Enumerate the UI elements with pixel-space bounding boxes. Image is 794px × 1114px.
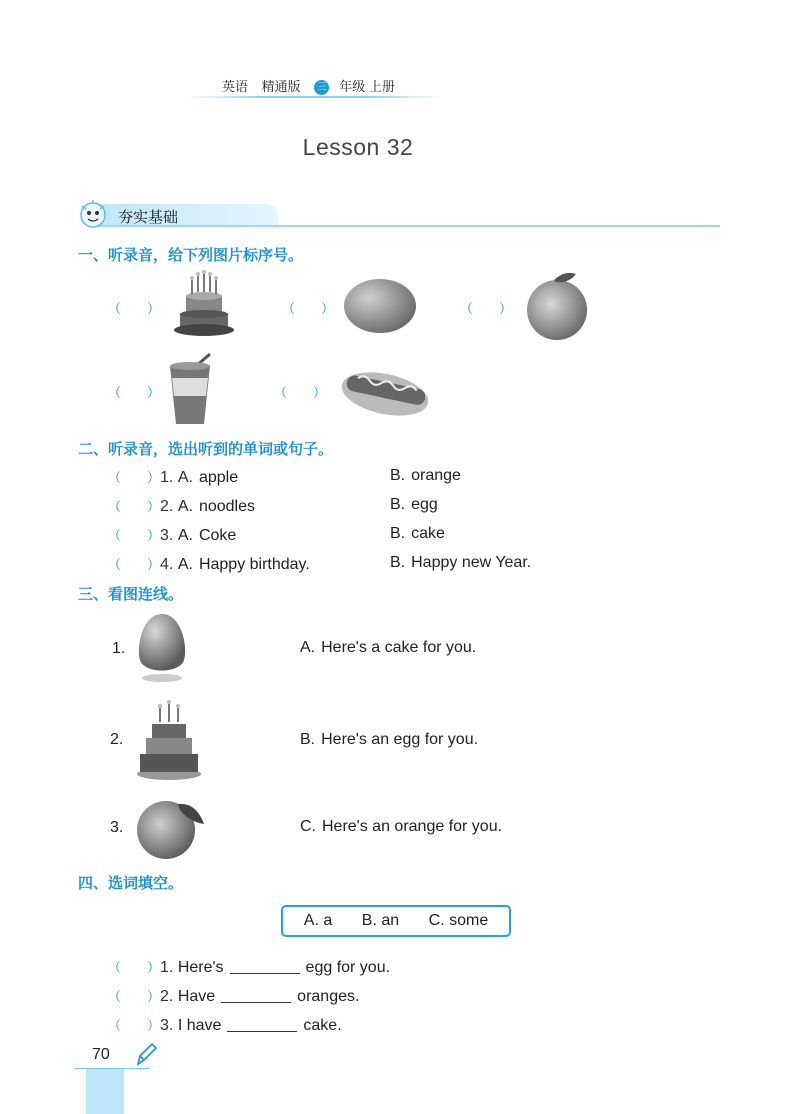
answer-paren[interactable]: （ ） bbox=[108, 557, 161, 572]
match-number: 1. bbox=[112, 640, 126, 657]
option-a: apple bbox=[198, 469, 239, 486]
fill-item: （ ）1. Here's egg for you. bbox=[108, 959, 391, 976]
answer-paren[interactable]: （ ） bbox=[108, 1018, 161, 1033]
fill-blank[interactable] bbox=[227, 1017, 297, 1032]
egg-icon bbox=[134, 612, 190, 684]
option-b-row: B. egg bbox=[390, 496, 438, 513]
word-option-b: B. an bbox=[361, 912, 400, 929]
option-b: Happy new Year. bbox=[411, 554, 532, 571]
listening-item: （ ）2. A. noodles bbox=[108, 498, 255, 515]
section4-title: 四、选词填空。 bbox=[78, 875, 184, 892]
answer-paren-1[interactable]: （ ） bbox=[108, 301, 161, 316]
fill-item: （ ）3. I have cake. bbox=[108, 1017, 342, 1034]
listening-item: （ ）1. A. apple bbox=[108, 469, 239, 486]
match-number: 3. bbox=[110, 819, 124, 836]
section1-title: 一、听录音，给下列图片标序号。 bbox=[78, 247, 304, 264]
page-side-tab bbox=[86, 1068, 124, 1114]
header-subject: 英语 bbox=[222, 79, 249, 94]
match-sentence-c: C. Here's an orange for you. bbox=[300, 818, 503, 835]
word-option-c: C. some bbox=[428, 912, 489, 929]
match-number: 2. bbox=[110, 731, 124, 748]
pencil-icon bbox=[134, 1042, 158, 1068]
option-a: Coke bbox=[198, 527, 237, 544]
option-b-row: B. orange bbox=[390, 467, 461, 484]
hotdog-icon bbox=[338, 358, 432, 422]
word-options-box bbox=[281, 905, 511, 937]
section3-title: 三、看图连线。 bbox=[78, 586, 184, 603]
option-a: noodles bbox=[198, 498, 255, 515]
answer-paren[interactable]: （ ） bbox=[108, 960, 161, 975]
orange-icon bbox=[134, 794, 208, 860]
option-b: egg bbox=[411, 496, 438, 513]
orange-icon bbox=[524, 270, 590, 342]
fill-blank[interactable] bbox=[230, 959, 300, 974]
cake-icon bbox=[170, 270, 238, 340]
lesson-title: Lesson 32 bbox=[302, 134, 414, 160]
answer-paren-3[interactable]: （ ） bbox=[460, 301, 513, 316]
answer-paren[interactable]: （ ） bbox=[108, 528, 161, 543]
header-edition: 精通版 bbox=[261, 79, 301, 94]
coke-icon bbox=[164, 352, 216, 428]
page-header bbox=[186, 72, 444, 98]
listening-item: （ ）4. A. Happy birthday. bbox=[108, 556, 310, 573]
egg-icon bbox=[340, 276, 420, 336]
fill-item: （ ）2. Have oranges. bbox=[108, 988, 360, 1005]
mascot-icon bbox=[74, 198, 112, 230]
fill-blank[interactable] bbox=[221, 988, 291, 1003]
cake-icon bbox=[134, 698, 204, 782]
option-b: orange bbox=[411, 467, 461, 484]
answer-paren-4[interactable]: （ ） bbox=[108, 385, 161, 400]
option-b: cake bbox=[411, 525, 445, 542]
listening-item: （ ）3. A. Coke bbox=[108, 527, 237, 544]
page-divider bbox=[74, 1068, 150, 1069]
answer-paren[interactable]: （ ） bbox=[108, 470, 161, 485]
word-option-a: A. a bbox=[303, 912, 333, 929]
grade-badge: 三 bbox=[314, 80, 329, 95]
match-sentence-a: A. Here's a cake for you. bbox=[300, 639, 477, 656]
section-banner bbox=[74, 198, 720, 230]
option-b-row: B. cake bbox=[390, 525, 445, 542]
option-b-row: B. Happy new Year. bbox=[390, 554, 532, 571]
answer-paren[interactable]: （ ） bbox=[108, 499, 161, 514]
header-text bbox=[222, 76, 405, 95]
header-grade: 年级 上册 bbox=[339, 79, 395, 94]
option-a: Happy birthday. bbox=[198, 556, 310, 573]
page-number: 70 bbox=[92, 1046, 110, 1063]
header-divider bbox=[186, 96, 444, 98]
match-sentence-b: B. Here's an egg for you. bbox=[300, 731, 479, 748]
section2-title: 二、听录音，选出听到的单词或句子。 bbox=[78, 441, 334, 458]
answer-paren[interactable]: （ ） bbox=[108, 989, 161, 1004]
answer-paren-5[interactable]: （ ） bbox=[274, 385, 327, 400]
answer-paren-2[interactable]: （ ） bbox=[282, 301, 335, 316]
banner-label: 夯实基础 bbox=[118, 209, 179, 226]
